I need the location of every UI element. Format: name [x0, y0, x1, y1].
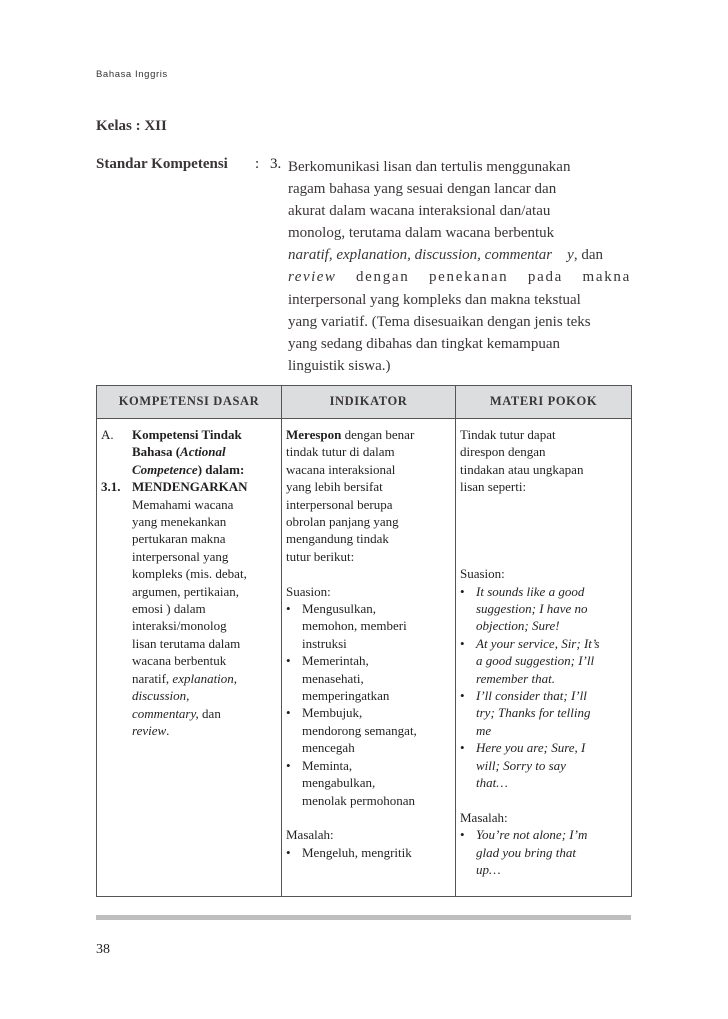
kd-a-title-line [132, 461, 244, 478]
kd-text-italic: Competence [132, 461, 198, 477]
text-line: tindakan atau ungkapan [460, 461, 584, 477]
bullet-icon: • [286, 653, 291, 669]
list-item-text [302, 757, 415, 809]
list-item [460, 635, 627, 687]
list-item [286, 844, 451, 861]
competency-table [96, 385, 632, 897]
materi-masalah-list [460, 826, 627, 878]
list-item-line: Here you are; Sure, I [476, 740, 586, 756]
bullet-icon: • [286, 844, 291, 860]
kd-3-1-heading [101, 478, 277, 495]
kd-3-1-body [101, 496, 277, 740]
list-item-line: mendorong semangat, [302, 722, 417, 738]
indikator-intro [286, 426, 451, 565]
kd-text: dan [198, 705, 221, 721]
list-item-line: a good suggestion; I’ll [476, 653, 595, 669]
header-materi-pokok: MATERI POKOK [456, 386, 632, 419]
list-item-line: Mengusulkan, [302, 601, 377, 617]
indikator-intro-lines [286, 443, 451, 565]
list-item [286, 704, 451, 756]
kd-body-line: interpersonal yang [132, 548, 229, 564]
indikator-intro-line [286, 426, 451, 443]
list-item-line: suggestion; I have no [476, 601, 588, 616]
list-item-text [302, 652, 389, 704]
list-item-line: mengabulkan, [302, 775, 376, 791]
list-item [460, 583, 627, 635]
header-kompetensi-dasar: KOMPETENSI DASAR [97, 386, 282, 419]
sk-types-tail: , dan [573, 247, 603, 264]
sk-line: yang sedang dibahas dan tingkat kemampuan [288, 335, 561, 352]
kd-body-line: emosi ) dalam [132, 601, 206, 617]
bullet-icon: • [460, 583, 465, 599]
text-line: obrolan panjang yang [286, 514, 399, 530]
kd-a-heading [101, 426, 277, 478]
kd-text-italic: explanation, [172, 670, 238, 686]
materi-masalah-label: Masalah: [460, 809, 508, 825]
materi-pokok-cell [456, 419, 632, 897]
text-line: lisan seperti: [460, 479, 527, 495]
sk-line: interpersonal yang kompleks dan makna tekstual [288, 291, 581, 308]
kd-text-italic: review [132, 722, 167, 738]
list-item-line: Membujuk, [302, 705, 363, 721]
indikator-masalah-label: Masalah: [286, 827, 334, 843]
standar-kompetensi-label: Standar Kompetensi [96, 156, 228, 172]
sk-line: yang variatif. (Tema disesuaikan dengan jenis teks [288, 313, 591, 330]
list-item-line: You’re not alone; I’m [476, 827, 588, 843]
list-item-text [302, 600, 407, 652]
sk-line: Berkomunikasi lisan dan tertulis menggunakan [288, 159, 571, 175]
list-item-line: memperingatkan [302, 688, 390, 704]
text-line: tutur berikut: [286, 548, 355, 564]
bullet-icon: • [460, 635, 465, 651]
list-item [286, 757, 451, 809]
list-item-line: Meminta, [302, 757, 353, 773]
table-header-row [97, 386, 632, 419]
list-item [286, 652, 451, 704]
list-item-text [476, 583, 588, 635]
running-head: Bahasa Inggris [96, 69, 168, 80]
list-item-line: At your service, Sir; It’s [476, 635, 600, 651]
materi-suasion-label: Suasion: [460, 566, 505, 582]
kd-body-line: interaksi/monolog [132, 618, 227, 634]
list-item-line: mencegah [302, 740, 355, 756]
page-number: 38 [96, 942, 110, 957]
standar-kompetensi-text [288, 156, 631, 377]
kd-3-1-title: MENDENGARKAN [132, 479, 248, 495]
bullet-icon: • [286, 757, 291, 773]
kd-body-line: yang menekankan [132, 514, 227, 530]
list-item-text [302, 704, 417, 756]
footer-rule [96, 915, 631, 920]
kd-body-line [132, 670, 277, 687]
kd-text: . [166, 722, 170, 738]
sk-line: linguistik siswa.) [288, 357, 391, 374]
list-item-line: me [476, 722, 492, 738]
text-line: Tindak tutur dapat [460, 427, 556, 442]
bullet-icon: • [286, 601, 291, 617]
kd-3-1-label: 3.1. [101, 479, 121, 495]
bullet-icon: • [460, 827, 465, 843]
list-item-text [476, 687, 590, 739]
kd-body-line: pertukaran makna [132, 531, 226, 547]
indikator-masalah-list [286, 844, 451, 861]
kd-body-line: argumen, pertikaian, [132, 583, 239, 599]
list-item-line: glad you bring that [476, 844, 577, 860]
list-item [460, 687, 627, 739]
kd-a-title [132, 426, 244, 478]
list-item-line: menasehati, [302, 670, 364, 686]
list-item-line: remember that. [476, 670, 555, 686]
sk-review-word: review [288, 269, 337, 286]
sk-review-tail: dengan penekanan pada makna [336, 269, 631, 286]
list-item-text [302, 844, 412, 861]
text-line: direspon dengan [460, 444, 546, 460]
text-line: yang lebih bersifat [286, 479, 383, 495]
kelas-heading: Kelas : XII [96, 118, 167, 134]
kd-body-line: discussion, [132, 688, 190, 704]
materi-intro [460, 426, 627, 496]
text-line: tindak tutur di dalam [286, 444, 395, 460]
list-item-text [476, 826, 587, 878]
text-line: wacana interaksional [286, 461, 396, 477]
sk-types-italic: naratif, explanation, discussion, commentar y [288, 247, 574, 264]
kd-text: ) dalam: [197, 461, 245, 477]
sk-line: monolog, terutama dalam wacana berbentuk [288, 225, 555, 242]
list-item [460, 739, 627, 791]
list-item-text [476, 635, 600, 687]
kd-body-line [132, 722, 277, 739]
bullet-icon: • [286, 705, 291, 721]
bullet-icon: • [460, 740, 465, 756]
list-item-line: objection; Sure! [476, 618, 560, 634]
indikator-suasion-label: Suasion: [286, 583, 331, 599]
indikator-cell [282, 419, 456, 897]
list-item-line: Mengeluh, mengritik [302, 844, 412, 860]
sk-line-types [288, 244, 631, 266]
list-item [286, 600, 451, 652]
list-item-line: up… [476, 862, 501, 878]
kd-body-line: kompleks (mis. debat, [132, 566, 247, 582]
kd-text: naratif, [132, 670, 173, 686]
kd-body-line: wacana berbentuk [132, 653, 227, 669]
sk-line: akurat dalam wacana interaksional dan/atau [288, 203, 551, 220]
list-item [460, 826, 627, 878]
bullet-icon: • [460, 688, 465, 704]
header-indikator: INDIKATOR [282, 386, 456, 419]
list-item-line: try; Thanks for telling [476, 705, 591, 721]
standar-kompetensi-number: 3. [270, 156, 282, 172]
text-line: mengandung tindak [286, 531, 389, 547]
kd-a-title-line [132, 443, 244, 460]
list-item-text [476, 739, 585, 791]
list-item-line: will; Sorry to say [476, 757, 566, 773]
sk-line-review [288, 266, 631, 288]
list-item-line: that… [476, 775, 508, 791]
kd-text: Bahasa ( [132, 444, 181, 460]
table-row [97, 419, 632, 897]
list-item-line: Memerintah, [302, 653, 369, 669]
kd-text-italic: commentary, [132, 705, 199, 721]
list-item-line: menolak permohonan [302, 792, 415, 808]
list-item-line: instruksi [302, 635, 347, 651]
list-item-line: It sounds like a good [476, 583, 585, 599]
kd-a-label: A. [101, 427, 114, 442]
indikator-bold: Merespon [286, 427, 342, 442]
indikator-suasion-list [286, 600, 451, 809]
kd-body-line: lisan terutama dalam [132, 635, 241, 651]
kd-text-italic: Actional [180, 444, 226, 460]
text-line: interpersonal berupa [286, 496, 393, 512]
standar-kompetensi-colon: : [255, 156, 260, 172]
list-item-line: I’ll consider that; I’ll [476, 688, 587, 704]
kd-body-line [132, 705, 277, 722]
materi-suasion-list [460, 583, 627, 792]
kompetensi-dasar-cell [97, 419, 282, 897]
kd-body-line: Memahami wacana [132, 496, 234, 512]
list-item-line: memohon, memberi [302, 618, 407, 634]
sk-line: ragam bahasa yang sesuai dengan lancar dan [288, 181, 557, 198]
indikator-text: dengan benar [341, 427, 415, 442]
kd-a-title-line: Kompetensi Tindak [132, 427, 242, 442]
